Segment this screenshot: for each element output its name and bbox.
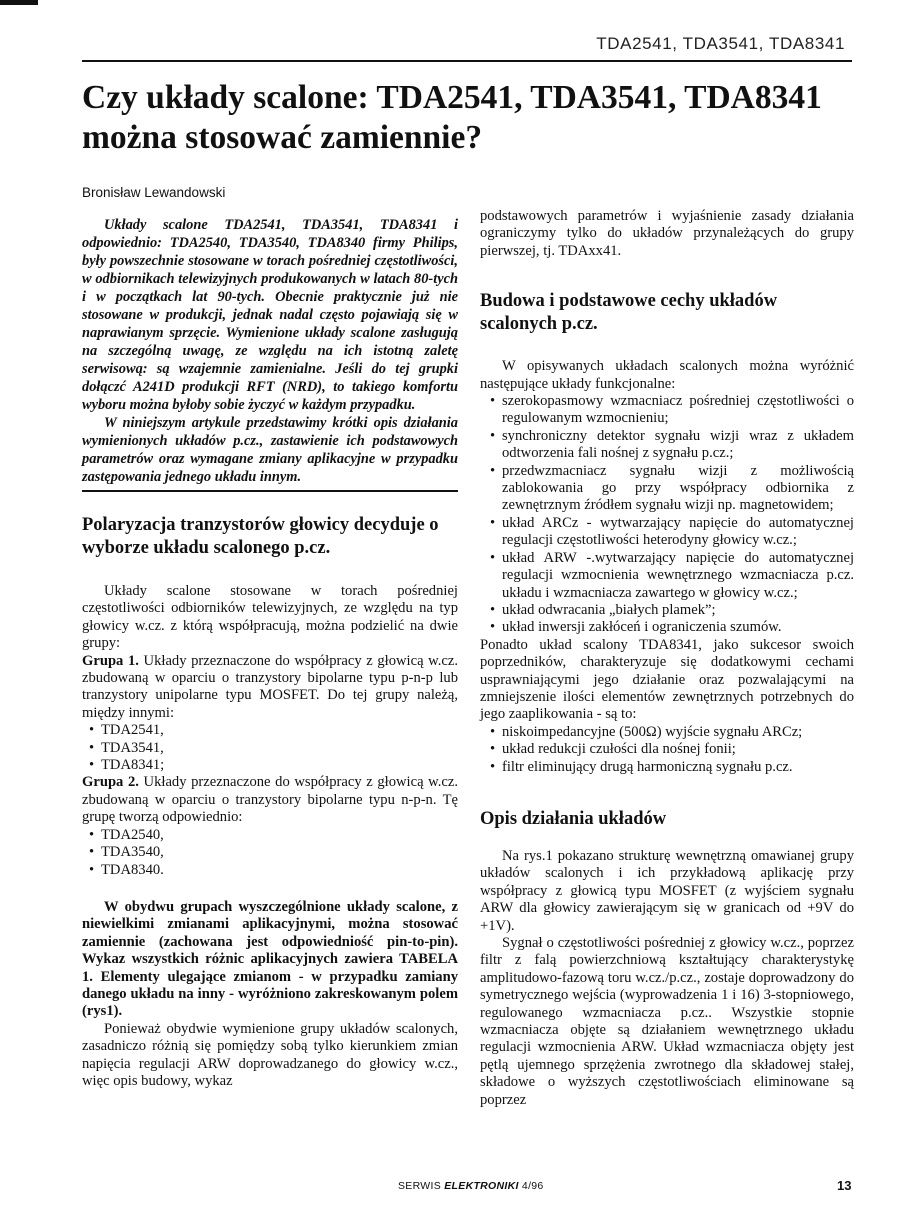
running-head: TDA2541, TDA3541, TDA8341 (596, 34, 845, 53)
bold-note: W obydwu grupach wyszczególnione układy scalone, z niewielkimi zmianami aplikacyjnymi, można stosować zamiennie (zachowana jest odpowiedniość pin-to-pin). Wykaz wszystkich różnic aplikacyjnych zawiera TABELA 1. Elementy ulegające zmianom - w przypadku zamiany danego układu na inny - wyróżniono zakreskowanym polem (rys1). (82, 898, 458, 1020)
list-item: • TDA3540, (82, 844, 458, 861)
group1-label: Grupa 1. (82, 652, 139, 669)
list-item: • TDA2541, (82, 722, 458, 739)
list-item: • TDA8341; (82, 757, 458, 774)
issue-number: 4/96 (518, 1180, 544, 1192)
list-item: • układ odwracania „białych plamek”; (480, 602, 854, 619)
section2-paragraph: Ponadto układ scalony TDA8341, jako sukcesor swoich poprzedników, charakteryzuje się dodatkowymi cechami usprawniającymi jego działanie oraz pozwalającymi na zmniejszenie ilości elementów zewnętrznych potrzebnych do jego zaaplikowania - są to: (480, 636, 854, 723)
list-item: • filtr eliminujący drugą harmoniczną sygnału p.cz. (480, 759, 854, 776)
list-item: • układ redukcji czułości dla nośnej fonii; (480, 741, 854, 758)
section-heading-polaryzacja: Polaryzacja tranzystorów głowicy decyduje o wyborze układu scalonego p.cz. (82, 515, 439, 558)
group2-list (82, 827, 458, 879)
lead-divider (82, 490, 458, 492)
list-item: • TDA2540, (82, 827, 458, 844)
list-item: • TDA8340. (82, 862, 458, 879)
group1-list (82, 722, 458, 774)
right-column (480, 208, 854, 1109)
tda8341-features-list (480, 724, 854, 776)
section2-intro: W opisywanych układach scalonych można wyróżnić następujące układy funkcjonalne: (480, 358, 854, 392)
left-column (82, 216, 458, 1090)
list-item: • niskoimpedancyjne (500Ω) wyjście sygnału ARCz; (480, 724, 854, 741)
group2-label: Grupa 2. (82, 774, 139, 791)
section-heading-budowa: Budowa i podstawowe cechy układów scalonych p.cz. (480, 291, 778, 335)
list-item: • układ inwersji zakłóceń i ograniczenia szumów. (480, 619, 854, 636)
section3-paragraph-2: Sygnał o częstotliwości pośredniej z głowicy w.cz., poprzez filtr z falą powierzchniową kształtujący charakterystykę amplitudowo-fazową toru w.cz./p.cz., zostaje doprowadzony do symetrycznego wejścia (wyprowadzenia 1 i 16) 3-stopniowego, regulowanego wzmacniacza p.cz.. Wszystkie stopnie wzmacniacza objęte są działaniem wewnętrznego układu regulacji wzmocnienia ARW. Układ wzmacniacza objęty jest pętlą ujemnego sprzężenia zwrotnego dla składowej stałej, składowe o wyższych częstotliwościach eliminowane są poprzez (480, 935, 854, 1108)
title-line-2: można stosować zamiennie? (82, 119, 483, 156)
list-item: • synchroniczny detektor sygnału wizji wraz z układem odtworzenia fali nośnej z sygnału p.cz.; (480, 428, 854, 463)
group2-text: Układy przeznaczone do współpracy z głowicą w.cz. zbudowaną w oparciu o tranzystory bipolarne typu n-p-n. Tę grupę tworzą odpowiednio: (82, 774, 459, 826)
magazine-prefix: SERWIS (398, 1180, 445, 1192)
magazine-issue (398, 1180, 544, 1192)
group1-paragraph (82, 653, 458, 723)
functional-blocks-list (480, 393, 854, 637)
section3-paragraph-1: Na rys.1 pokazano strukturę wewnętrzną omawianej grupy układów scalonych i ich przykładową aplikację przy współpracy z głowicą typu MOSFET (z wyjściem sygnału ARW dla głowicy zawierającym się w granicach od +9V do +1V). (480, 847, 854, 934)
group1-text: Układy przeznaczone do współpracy z głowicą w.cz. zbudowaną w oparciu o tranzystory bipolarne typu p-n-p lub tranzystory unipolarne typu MOSFET. Do tej grupy należą, między innymi: (82, 652, 459, 721)
article-title (82, 78, 852, 158)
list-item: • szerokopasmowy wzmacniacz pośredniej częstotliwości o regulowanym wzmocnieniu; (480, 393, 854, 428)
corner-mark (0, 0, 38, 5)
continuation-paragraph: podstawowych parametrów i wyjaśnienie zasady działania ograniczymy tylko do układów przynależących do grupy pierwszej, tj. TDAxx41. (480, 208, 854, 259)
section1-closing: Ponieważ obydwie wymienione grupy układów scalonych, zasadniczo różnią się pomiędzy sobą tylko kierunkiem zmian napięcia regulacji ARW doprowadzanego do głowicy w.cz., więc opis budowy, wykaz (82, 1020, 458, 1089)
list-item: • przedwzmacniacz sygnału wizji z możliwością zablokowania go przy współpracy odbiornika z zewnętrznym źródłem sygnału wizji np. magnetowidem; (480, 463, 854, 515)
lead-paragraph: W niniejszym artykule przedstawimy krótki opis działania wymienionych układów p.cz., zastawienie ich podstawowych parametrów oraz wymagane zmiany aplikacyjne w przypadku zastępowania jednego układu innym. (82, 415, 458, 485)
author: Bronisław Lewandowski (82, 185, 226, 200)
list-item: • układ ARCz - wytwarzający napięcie do automatycznej regulacji częstotliwości heterodyny głowicy w.cz.; (480, 515, 854, 550)
header-rule (82, 60, 852, 62)
group2-paragraph (82, 774, 458, 826)
section-heading-opis: Opis działania układów (480, 808, 667, 829)
section1-intro: Układy scalone stosowane w torach pośredniej częstotliwości odbiorników telewizyjnych, ze względu na typ głowicy w.cz. z którą współpracują, można podzielić na dwie grupy: (82, 583, 458, 652)
page-number: 13 (837, 1178, 852, 1193)
lead-paragraphs (82, 216, 458, 486)
magazine-brand: ELEKTRONIKI (444, 1180, 519, 1192)
list-item: • układ ARW -.wytwarzający napięcie do automatycznej regulacji wzmocnienia wewnętrznego wzmacniacza p.cz. układu i wzmacniacza zawartego w głowicy w.cz.; (480, 550, 854, 602)
title-line-1: Czy układy scalone: TDA2541, TDA3541, TDA8341 (82, 79, 822, 116)
list-item: • TDA3541, (82, 740, 458, 757)
lead-paragraph: Układy scalone TDA2541, TDA3541, TDA8341 i odpowiednio: TDA2540, TDA3540, TDA8340 firmy Philips, były powszechnie stosowane w torach pośredniej częstotliwości, w odbiornikach telewizyjnych produkowanych w latach 80-tych i w początkach lat 90-tych. Obecnie praktycznie już nie stosowane w produkcji, jednak nadal często pojawiają się w naprawianym sprzęcie. Wymienione układy scalone zasługują na szczególną uwagę, ze względu na ich istotną zaletę serwisową: są wzajemnie zamienialne. Jeśli do tej grupki dołączć A241D produkcji RFT (NRD), to takiego komfortu wyboru można byłoby sobie życzyć w każdym przypadku. (82, 217, 458, 413)
